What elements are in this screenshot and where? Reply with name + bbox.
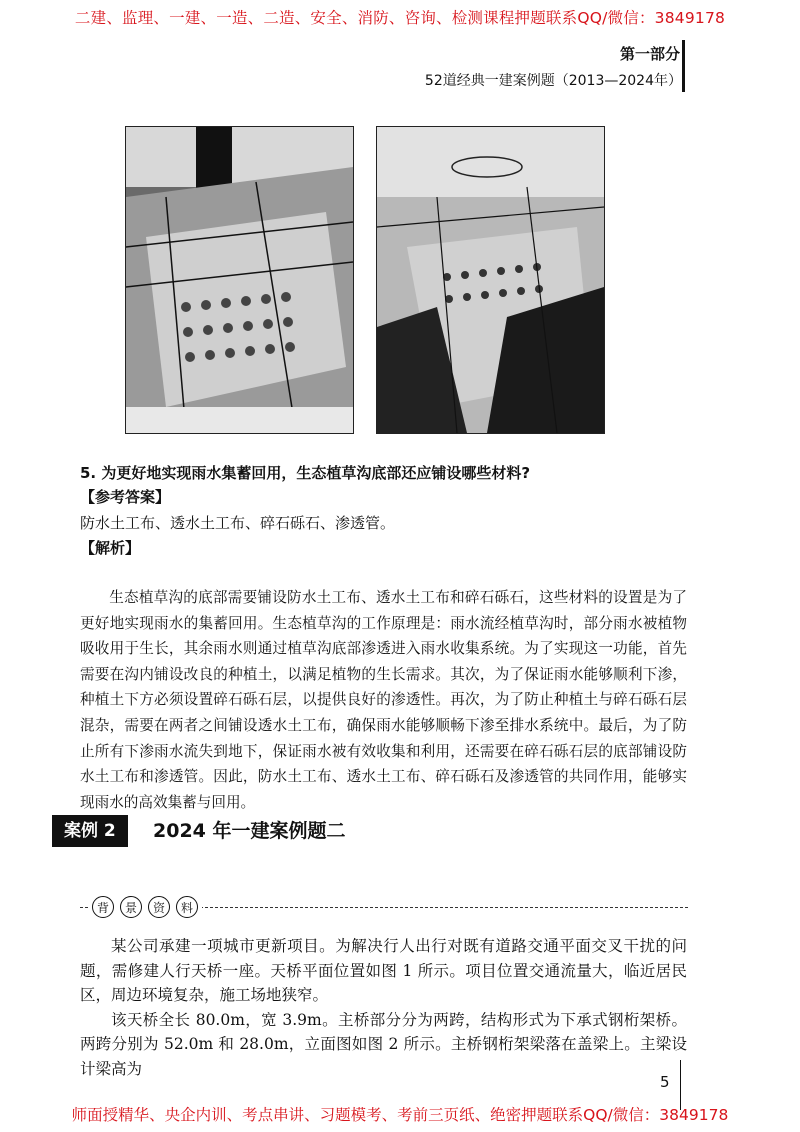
analysis-label: 【解析】 — [80, 539, 141, 557]
background-char: 景 — [120, 896, 142, 918]
question-title: 5. 为更好地实现雨水集蓄回用，生态植草沟底部还应铺设哪些材料? — [80, 464, 531, 482]
header-part: 第一部分 — [619, 45, 680, 63]
answer-text: 防水土工布、透水土工布、碎石砾石、渗透管。 — [80, 514, 396, 532]
background-paragraph: 某公司承建一项城市更新项目。为解决行人出行对既有道路交通平面交叉干扰的问题，需修建人行天桥一座。天桥平面位置如图 1 所示。项目位置交通流量大，临近居民区，周边环境复杂，施工场地狭窄。 — [80, 937, 687, 1004]
bottom-banner: 师面授精华、央企内训、考点串讲、习题模考、考前三页纸、绝密押题联系QQ/微信：3849178 — [71, 1106, 729, 1124]
header-rule — [682, 40, 685, 92]
background-char: 资 — [148, 896, 170, 918]
background-paragraph: 该天桥全长 80.0m，宽 3.9m。主桥部分分为两跨，结构形式为下承式钢桁架桥。两跨分别为 52.0m 和 28.0m，立面图如图 2 所示。主桥钢桁架梁落在盖梁上。主梁设计梁高为 — [80, 1010, 687, 1078]
background-heading — [80, 896, 688, 920]
top-banner: 二建、监理、一建、一造、二造、安全、消防、咨询、检测课程押题联系QQ/微信：3849178 — [74, 9, 726, 27]
paving-photo-left — [125, 126, 354, 434]
case-badge: 案例 2 — [52, 815, 128, 847]
background-char: 料 — [176, 896, 198, 918]
answer-label: 【参考答案】 — [80, 488, 171, 506]
background-char: 背 — [92, 896, 114, 918]
paving-photo-right — [376, 126, 605, 434]
analysis-text: 生态植草沟的底部需要铺设防水土工布、透水土工布和碎石砾石，这些材料的设置是为了更好地实现雨水的集蓄回用。生态植草沟的工作原理是：雨水流经植草沟时，部分雨水被植物吸收用于生长，其余雨水则通过植草沟底部渗透进入雨水收集系统。为了实现这一功能，首先需要在沟内铺设改良的种植土，以满足植物的生长需求。其次，为了保证雨水能够顺利下渗，种植土下方必须设置碎石砾石层，以提供良好的渗透性。再次，为了防止种植土与碎石砾石层混杂，需要在两者之间铺设透水土工布，确保雨水能够顺畅下渗至排水系统中。最后，为了防止所有下渗雨水流失到地下，保证雨水被有效收集和利用，还需要在碎石砾石层的底部铺设防水土工布和渗透管。因此，防水土工布、透水土工布、碎石砾石及渗透管的共同作用，能够实现雨水的高效集蓄与回用。 — [80, 589, 687, 811]
background-body — [80, 934, 687, 1081]
case-title: 2024 年一建案例题二 — [153, 820, 346, 842]
header-subtitle: 52道经典一建案例题（2013—2024年） — [424, 73, 682, 89]
page-number: 5 — [660, 1073, 670, 1091]
